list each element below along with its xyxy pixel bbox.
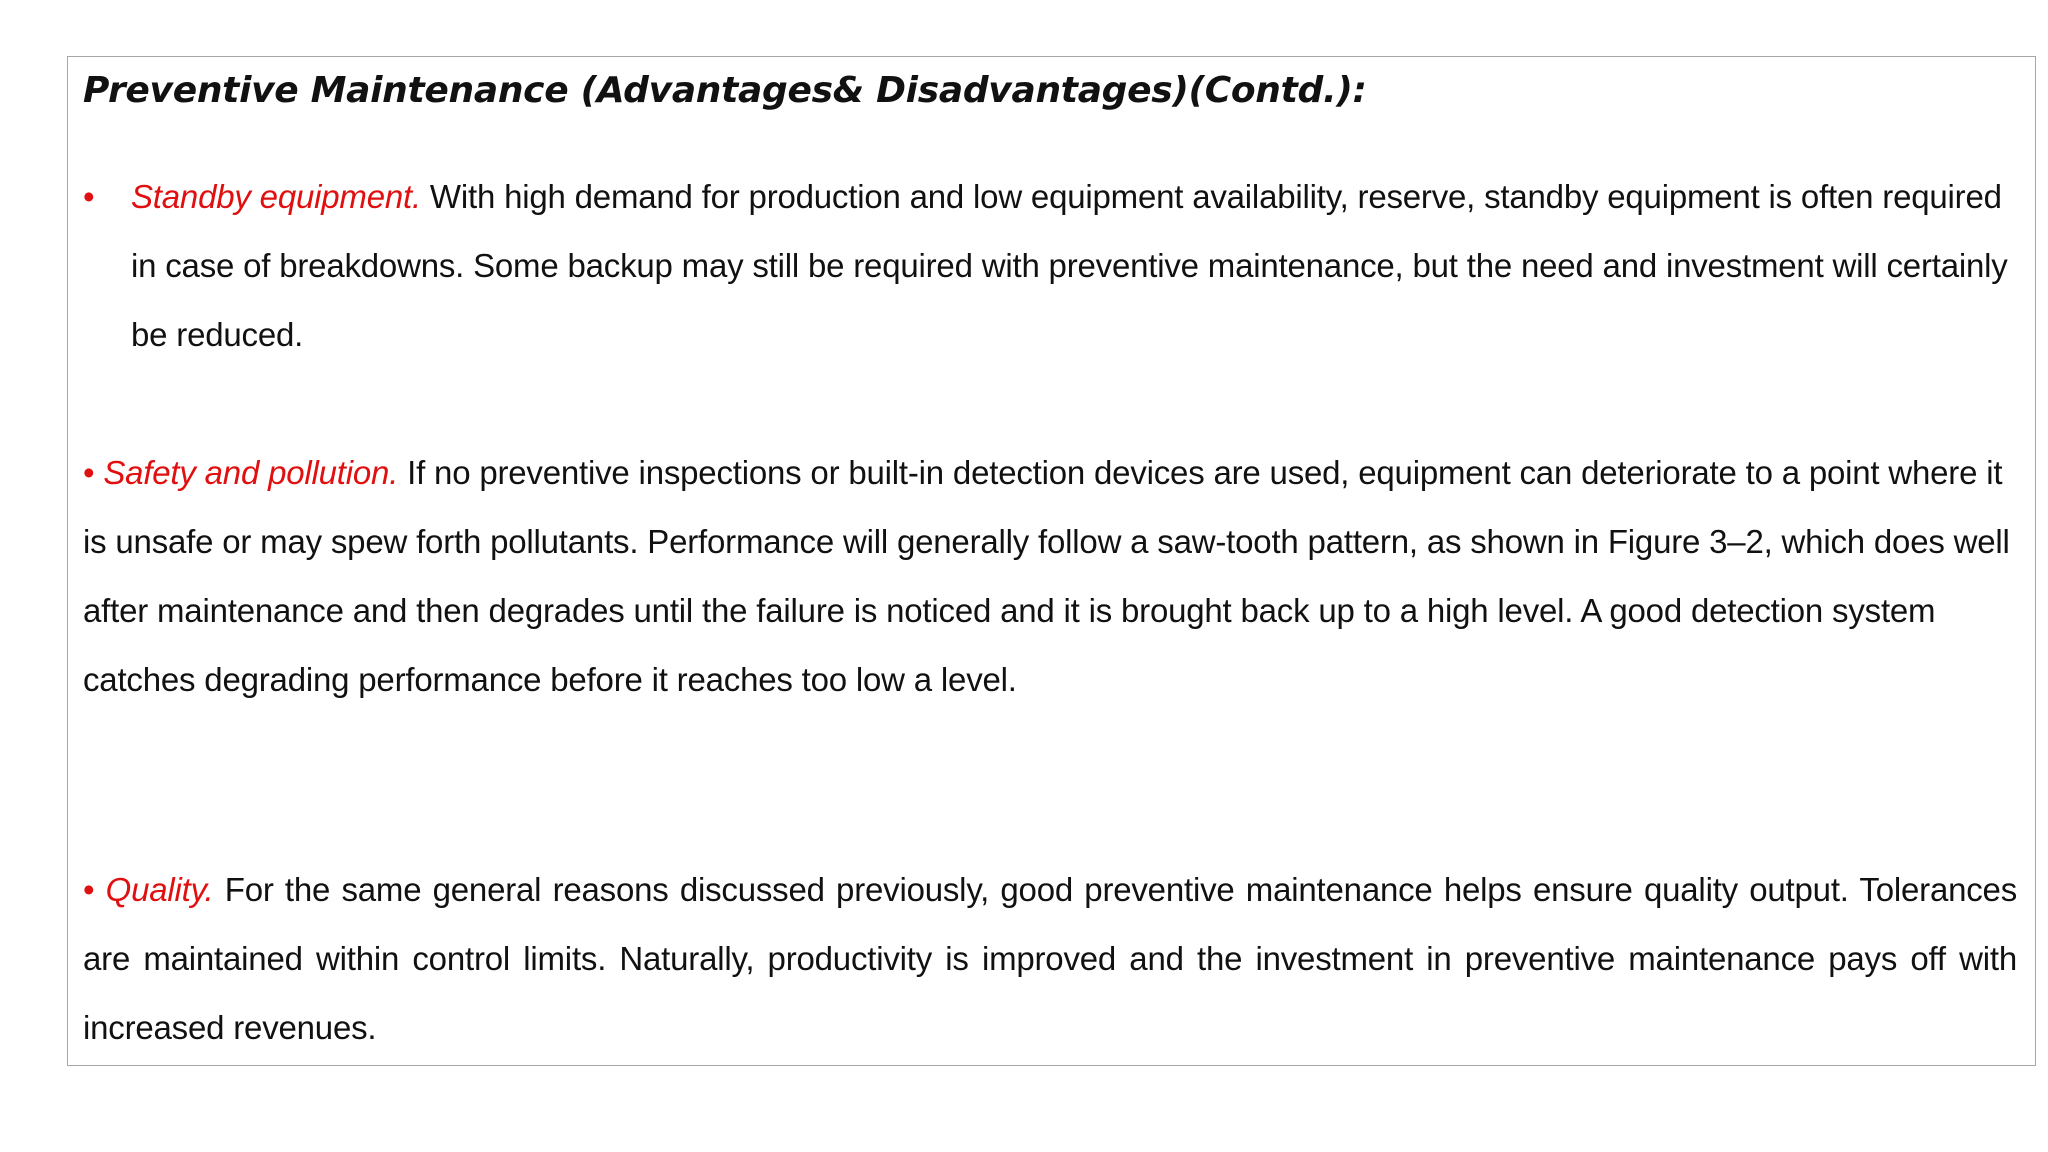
list-item-safety <box>83 438 2017 714</box>
list-item-standby <box>83 162 2017 369</box>
content-frame <box>67 56 2036 1066</box>
bullet-icon: • <box>83 178 95 215</box>
item-heading: Standby equipment. <box>131 178 421 215</box>
item-heading: Quality. <box>105 871 214 908</box>
bullet-icon: • <box>83 871 95 908</box>
bullet-icon: • <box>83 454 95 491</box>
item-text: With high demand for production and low equipment availability, reserve, standby equipment is often required in case of breakdowns. Some backup may still be required with preventive maintenance, but the need and investment will certainly be reduced. <box>131 178 2008 353</box>
item-heading: Safety and pollution. <box>103 454 399 491</box>
list-item-quality <box>83 855 2017 1062</box>
item-text: For the same general reasons discussed previously, good preventive maintenance helps ensure quality output. Tolerances are maintained within control limits. Naturally, productivity is improved and the investment in preventive maintenance pays off with increased revenues. <box>83 871 2018 1046</box>
item-text: If no preventive inspections or built-in detection devices are used, equipment can deteriorate to a point where it is unsafe or may spew forth pollutants. Performance will generally follow a saw-tooth pattern, as shown in Figure 3–2, which does well after maintenance and then degrades until the failure is noticed and it is brought back up to a high level. A good detection system catches degrading performance before it reaches too low a level. <box>83 454 2010 698</box>
slide-title: Preventive Maintenance (Advantages& Disadvantages)(Contd.): <box>83 70 1367 111</box>
